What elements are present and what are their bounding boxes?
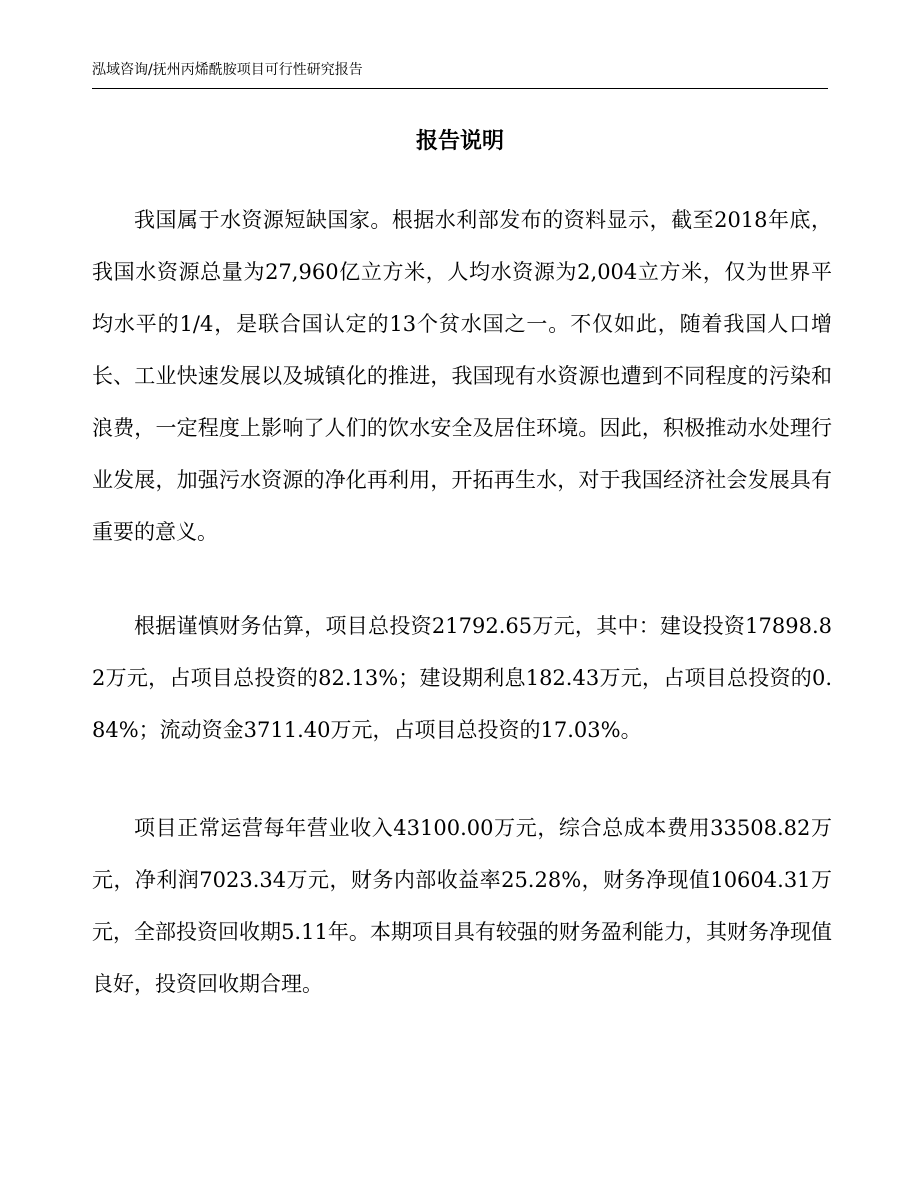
paragraph-investment: 根据谨慎财务估算，项目总投资21792.65万元，其中：建设投资17898.82万元，占项目总投资的82.13%；建设期利息182.43万元，占项目总投资的0.84%；流动资金3711.40万元，占项目总投资的17.03%。: [92, 614, 832, 742]
header-divider: [92, 88, 828, 89]
page-title: 报告说明: [415, 129, 504, 154]
paragraph-water-resources: 我国属于水资源短缺国家。根据水利部发布的资料显示，截至2018年底，我国水资源总量为27,960亿立方米，人均水资源为2,004立方米，仅为世界平均水平的1/4，是联合国认定的13个贫水国之一。不仅如此，随着我国人口增长、工业快速发展以及城镇化的推进，我国现有水资源也遭到不同程度的污染和浪费，一定程度上影响了人们的饮水安全及居住环境。因此，积极推动水处理行业发展，加强污水资源的净化再利用，开拓再生水，对于我国经济社会发展具有重要的意义。: [92, 208, 832, 544]
paragraph-financials: 项目正常运营每年营业收入43100.00万元，综合总成本费用33508.82万元，净利润7023.34万元，财务内部收益率25.28%，财务净现值10604.31万元，全部投资回收期5.11年。本期项目具有较强的财务盈利能力，其财务净现值良好，投资回收期合理。: [92, 816, 832, 996]
page-header-breadcrumb: 泓域咨询/抚州丙烯酰胺项目可行性研究报告: [92, 62, 363, 78]
